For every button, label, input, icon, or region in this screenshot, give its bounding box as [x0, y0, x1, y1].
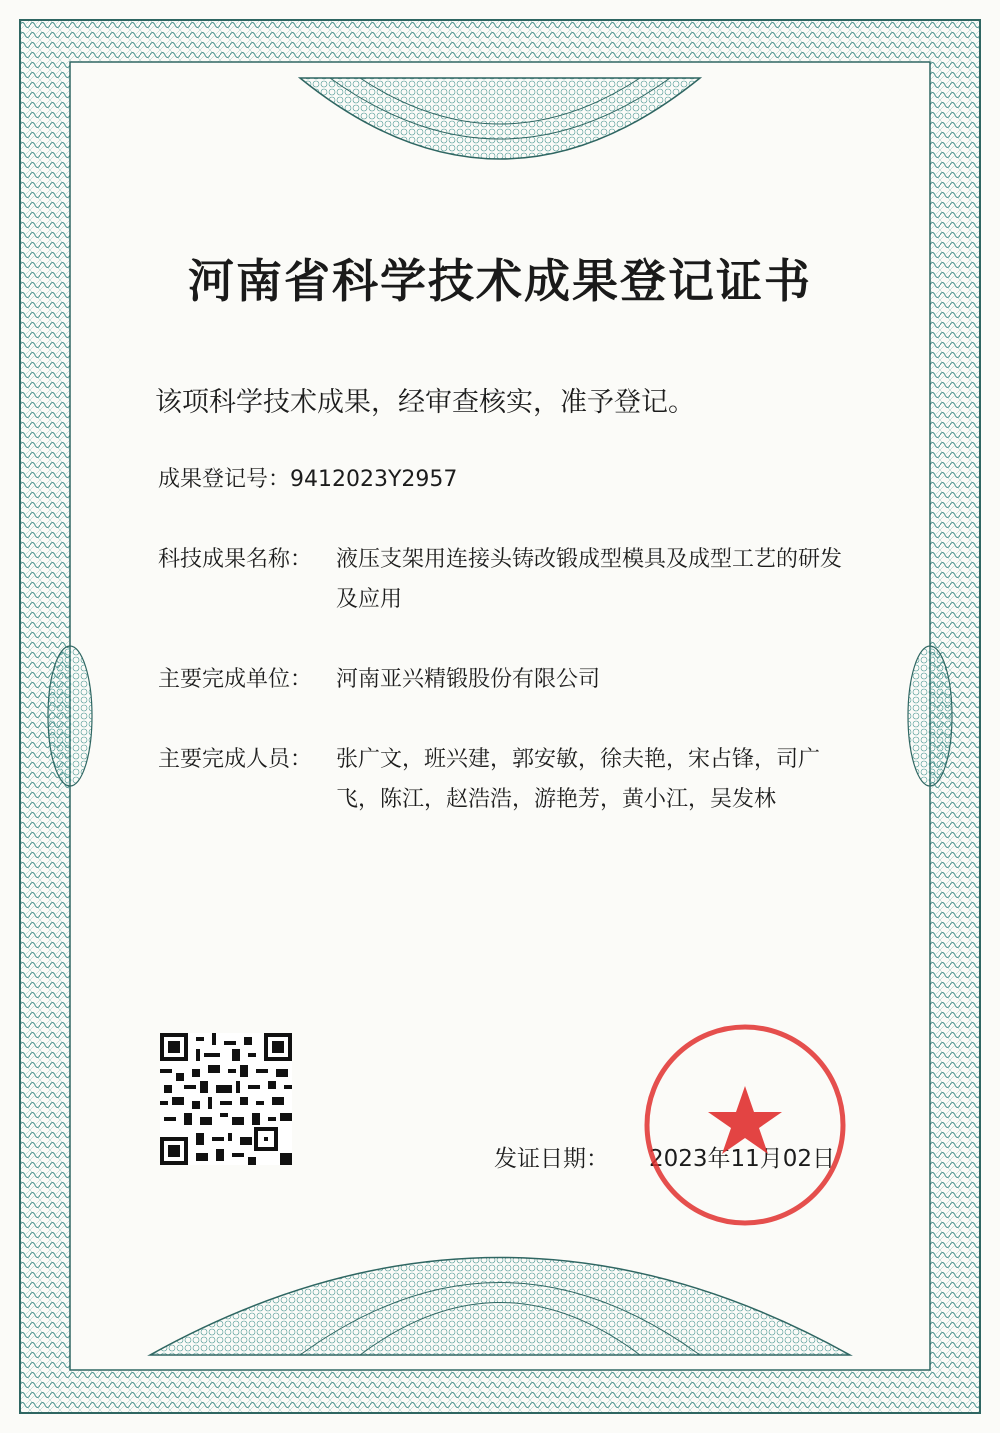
- completing-unit-row: [158, 660, 848, 700]
- issue-date-label: 发证日期：: [494, 1146, 609, 1172]
- achievement-name-value: 液压支架用连接头铸改锻成型模具及成型工艺的研发及应用: [336, 547, 843, 612]
- registration-number-row: [158, 460, 848, 500]
- completing-unit-label: 主要完成单位：: [158, 667, 313, 692]
- achievement-name-label: 科技成果名称：: [158, 547, 313, 572]
- completing-people-row: [158, 740, 848, 820]
- bottom-ornament: [150, 1258, 850, 1356]
- achievement-name-row: [158, 540, 848, 620]
- registration-number-value: 9412023Y2957: [290, 467, 458, 492]
- registration-number-label: 成果登记号：: [158, 467, 291, 492]
- top-ornament: [300, 78, 700, 159]
- certificate-title: 河南省科学技术成果登记证书: [188, 254, 812, 308]
- completing-people-label: 主要完成人员：: [158, 747, 313, 772]
- completing-unit-value: 河南亚兴精锻股份有限公司: [336, 667, 601, 692]
- intro-statement: 该项科学技术成果，经审查核实，准予登记。: [155, 387, 695, 418]
- qr-code-icon: [160, 1033, 292, 1165]
- issue-date-value: 2023年11月02日: [649, 1146, 836, 1172]
- completing-people-value: 张广文，班兴建，郭安敏，徐夫艳，宋占锋，司广飞，陈江，赵浩浩，游艳芳，黄小江，吴发林: [336, 747, 821, 812]
- official-seal-icon: [640, 1020, 850, 1230]
